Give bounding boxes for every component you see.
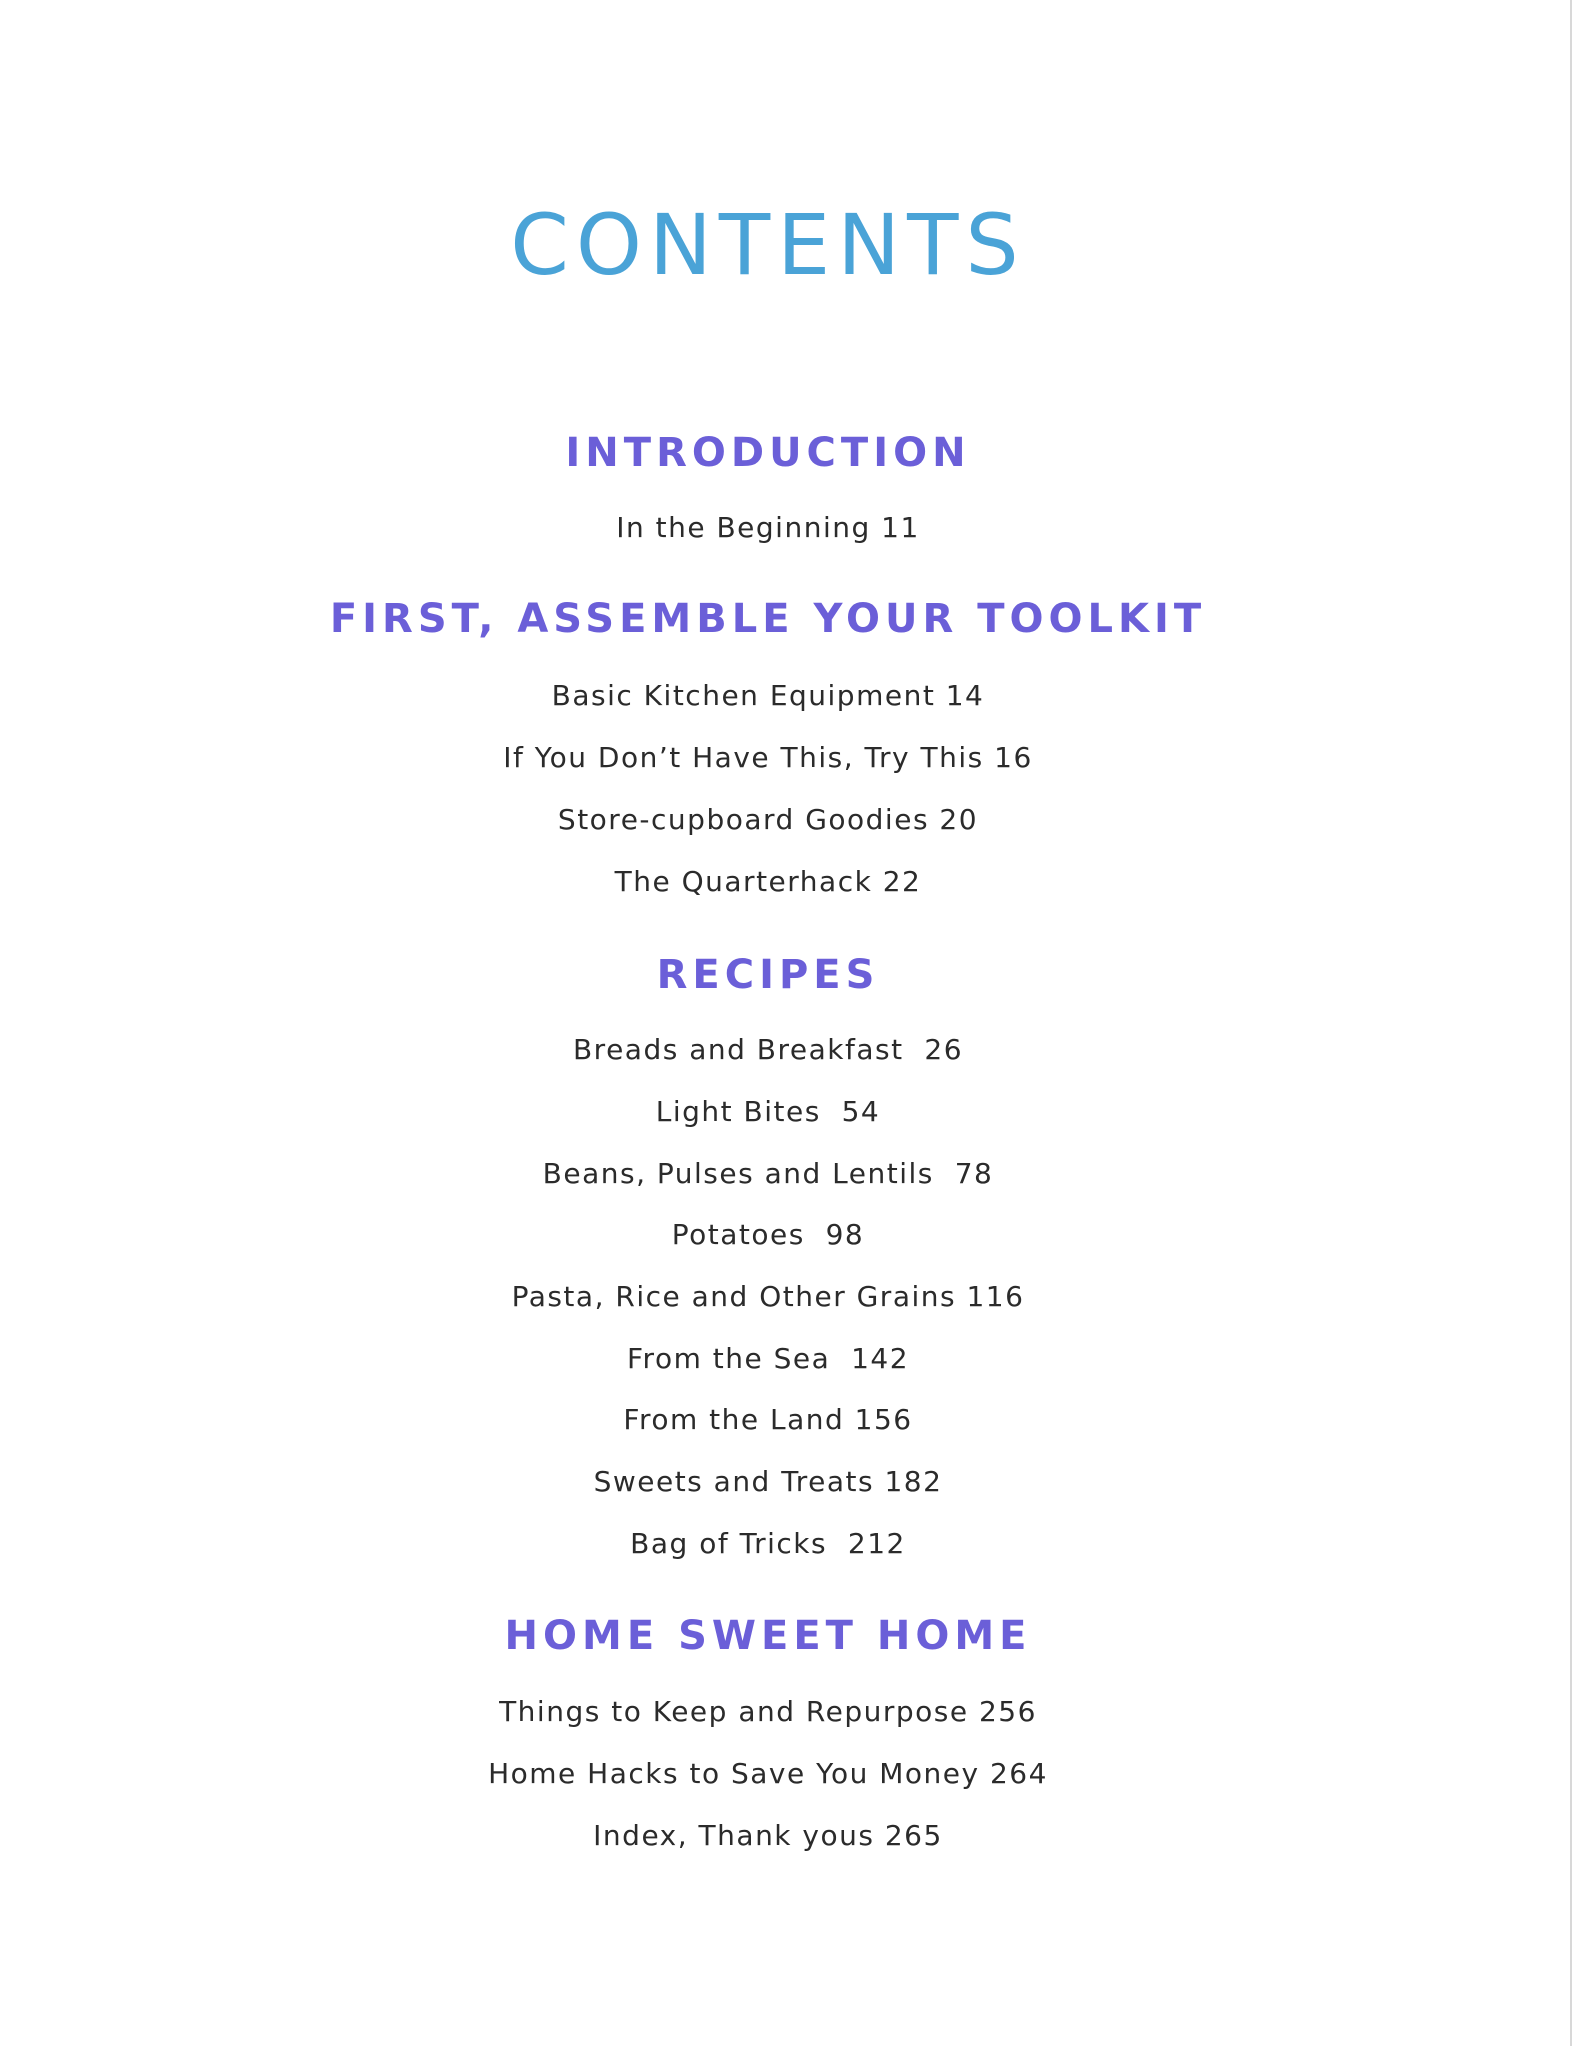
- section-heading-toolkit: FIRST, ASSEMBLE YOUR TOOLKIT: [329, 596, 1207, 642]
- toc-entry: Light Bites 54: [655, 1095, 881, 1128]
- toc-entry: Home Hacks to Save You Money 264: [488, 1757, 1048, 1790]
- toc-entry: From the Sea 142: [626, 1342, 910, 1375]
- toc-entry: Beans, Pulses and Lentils 78: [542, 1157, 994, 1190]
- section-heading-home: HOME SWEET HOME: [504, 1613, 1032, 1659]
- toc-entry: Breads and Breakfast 26: [572, 1033, 964, 1066]
- toc-entry: In the Beginning 11: [616, 511, 920, 544]
- section-heading-recipes: RECIPES: [656, 952, 880, 998]
- toc-entry: Basic Kitchen Equipment 14: [551, 679, 985, 712]
- toc-entry: If You Don’t Have This, Try This 16: [503, 741, 1033, 774]
- page-title: CONTENTS: [510, 196, 1026, 294]
- toc-entry: Bag of Tricks 212: [630, 1527, 906, 1560]
- toc-entry: Index, Thank yous 265: [593, 1819, 943, 1852]
- toc-entry: The Quarterhack 22: [614, 865, 922, 898]
- toc-entry: Sweets and Treats 182: [593, 1465, 943, 1498]
- toc-entry: Potatoes 98: [671, 1218, 865, 1251]
- section-heading-introduction: INTRODUCTION: [565, 430, 971, 476]
- toc-entry: Pasta, Rice and Other Grains 116: [511, 1280, 1025, 1313]
- toc-entry: From the Land 156: [623, 1403, 913, 1436]
- toc-entry: Store-cupboard Goodies 20: [557, 803, 979, 836]
- toc-entry: Things to Keep and Repurpose 256: [499, 1695, 1037, 1728]
